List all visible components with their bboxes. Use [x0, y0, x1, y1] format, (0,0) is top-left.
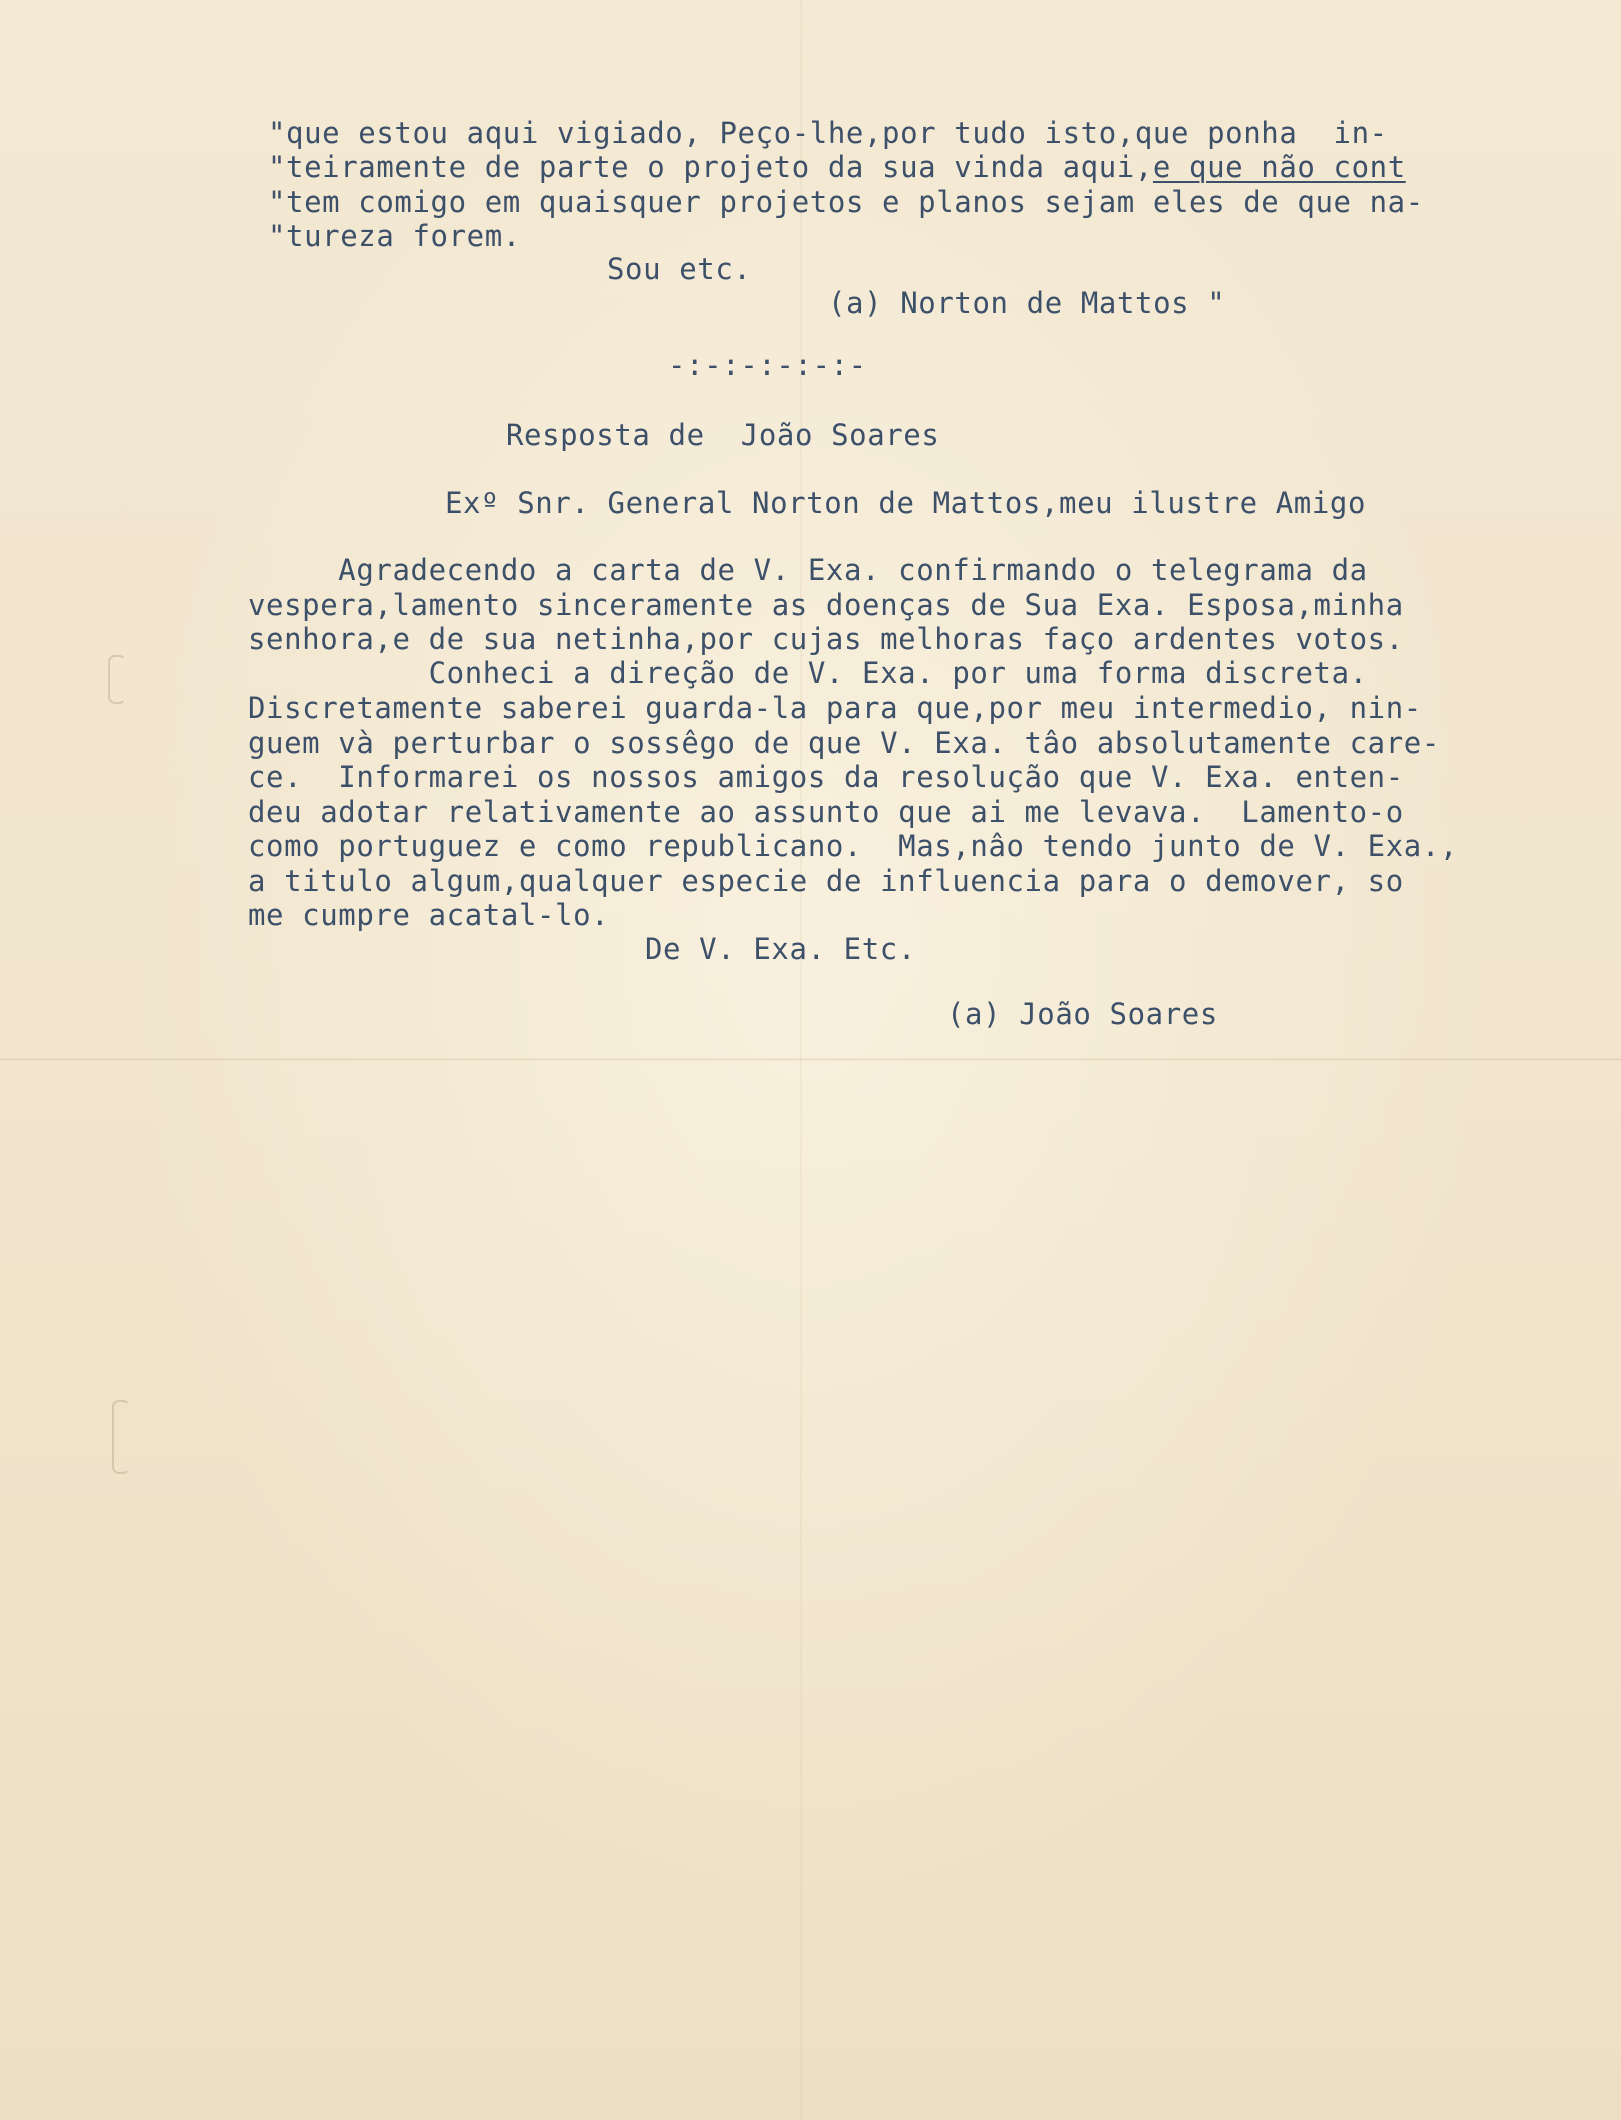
underlined-phrase: e que não cont	[1152, 150, 1406, 184]
reply-body-line: vespera,lamento sinceramente as doenças de Sua Exa. Esposa,minha	[248, 588, 1404, 622]
reply-body-line: senhora,e de sua netinha,por cujas melhoras faço ardentes votos.	[248, 622, 1404, 656]
paper-fold-crease	[800, 0, 802, 2120]
reply-body-line: me cumpre acatal-lo.	[248, 898, 610, 932]
letter-line: "tureza forem.	[268, 219, 521, 253]
letter-signature: (a) Norton de Mattos "	[828, 286, 1226, 320]
reply-signature: (a) João Soares	[947, 997, 1218, 1031]
reply-body-line: deu adotar relativamente ao assunto que ai me levava. Lamento-o	[248, 795, 1404, 829]
letter-closing: Sou etc.	[607, 252, 752, 286]
reply-heading: Resposta de João Soares	[506, 418, 940, 452]
paper-fold-line	[0, 1058, 1621, 1061]
punch-hole-mark	[112, 1400, 130, 1474]
letter-line-text: "teiramente de parte o projeto da sua vinda aqui,	[268, 150, 1153, 184]
punch-hole-mark	[108, 655, 126, 704]
reply-body-line: Conheci a direção de V. Exa. por uma forma discreta.	[248, 656, 1368, 690]
reply-closing: De V. Exa. Etc.	[645, 932, 916, 966]
section-separator: -:-:-:-:-:-	[668, 348, 867, 382]
reply-body-line: a titulo algum,qualquer especie de influencia para o demover, so	[248, 864, 1404, 898]
letter-line	[268, 150, 1406, 184]
reply-salutation: Exº Snr. General Norton de Mattos,meu ilustre Amigo	[445, 486, 1367, 520]
letter-line: "tem comigo em quaisquer projetos e planos sejam eles de que na-	[268, 185, 1424, 219]
reply-body-line: Discretamente saberei guarda-la para que,por meu intermedio, nin-	[248, 691, 1422, 725]
reply-body-line: como portuguez e como republicano. Mas,nâo tendo junto de V. Exa.,	[248, 829, 1458, 863]
reply-body-line: guem và perturbar o sossêgo de que V. Exa. tâo absolutamente care-	[248, 726, 1440, 760]
letter-line: "que estou aqui vigiado, Peço-lhe,por tudo isto,que ponha in-	[268, 116, 1388, 150]
reply-body-line: ce. Informarei os nossos amigos da resolução que V. Exa. enten-	[248, 760, 1404, 794]
reply-body-line: Agradecendo a carta de V. Exa. confirmando o telegrama da	[248, 553, 1368, 587]
